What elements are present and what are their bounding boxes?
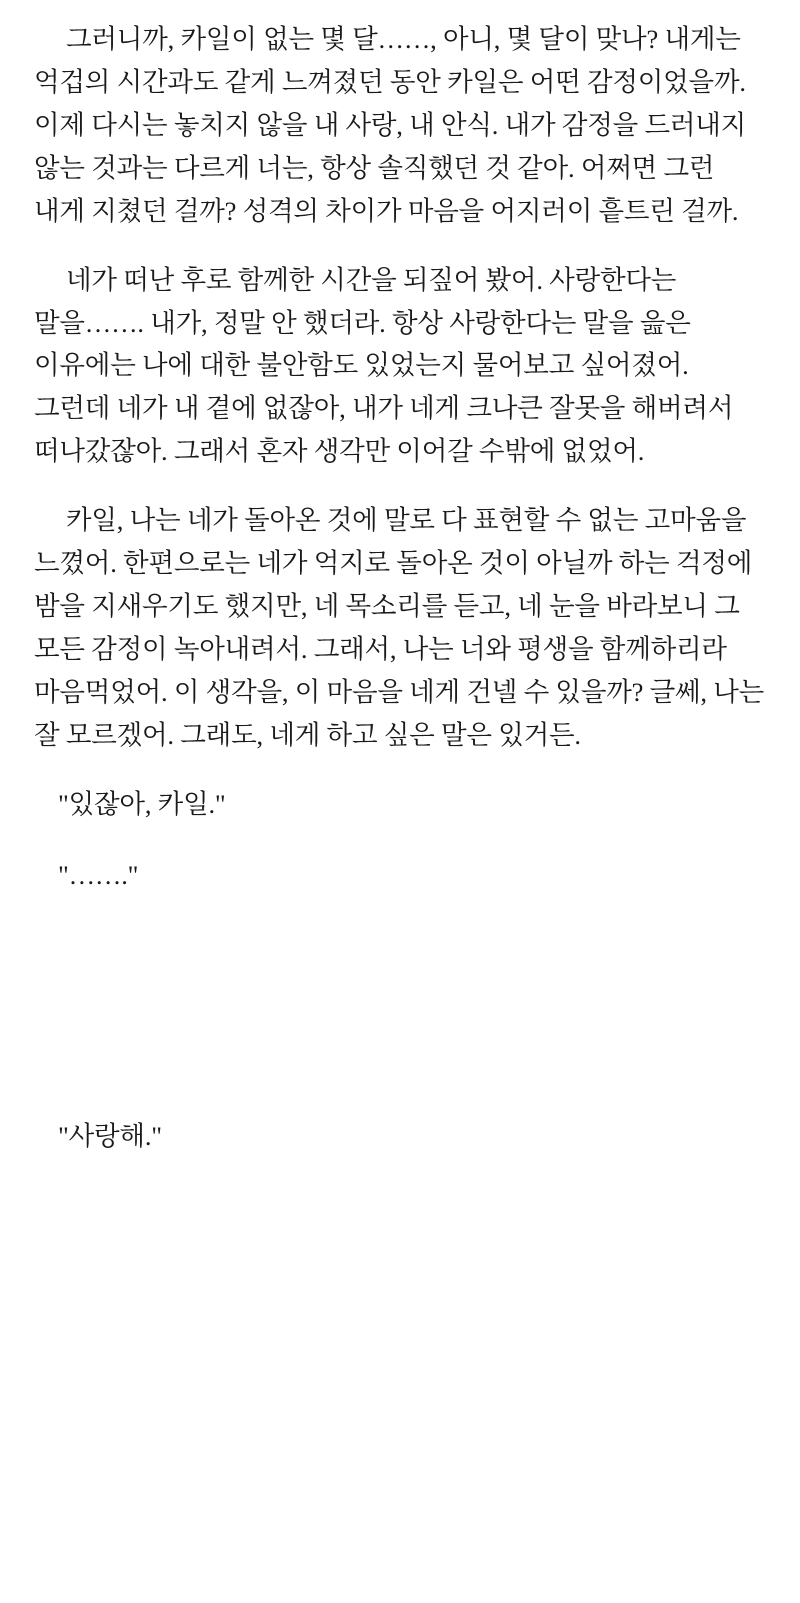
section-spacer <box>34 925 766 1115</box>
paragraph-2: 네가 떠난 후로 함께한 시간을 되짚어 봤어. 사랑한다는 말을……. 내가, 정말 안 했더라. 항상 사랑한다는 말을 읊은 이유에는 나에 대한 불안함도 있었는지 물어보고 싶어졌어. 그런데 네가 내 곁에 없잖아, 내가 네게 크나큰 잘못을 해버려서 떠나갔잖아. 그래서 혼자 생각만 이어갈 수밖에 없었어. <box>34 264 734 467</box>
dialogue-line-3: "사랑해." <box>58 1120 162 1151</box>
dialogue-line-1: "있잖아, 카일." <box>58 788 226 819</box>
dialogue-line-2: "……." <box>58 859 139 890</box>
paragraph-1: 그러니까, 카일이 없는 몇 달……, 아니, 몇 달이 맞나? 내게는 억겁의 시간과도 같게 느껴졌던 동안 카일은 어떤 감정이었을까. 이제 다시는 놓치지 않을 내 사랑, 내 안식. 내가 감정을 드러내지 않는 것과는 다르게 너는, 항상 솔직했던 것 같아. 어쩌면 그런 내게 지쳤던 걸까? 성격의 차이가 마음을 어지러이 흩트린 걸까. <box>34 24 747 226</box>
paragraph-3: 카일, 나는 네가 돌아온 것에 말로 다 표현할 수 없는 고마움을 느꼈어. 한편으로는 네가 억지로 돌아온 것이 아닐까 하는 걱정에 밤을 지새우기도 했지만, 네 목소리를 듣고, 네 눈을 바라보니 그 모든 감정이 녹아내려서. 그래서, 나는 너와 평생을 함께하리라 마음먹었어. 이 생각을, 이 마음을 네게 건넬 수 있을까? 글쎄, 나는 잘 모르겠어. 그래도, 네게 하고 싶은 말은 있거든. <box>34 505 765 750</box>
